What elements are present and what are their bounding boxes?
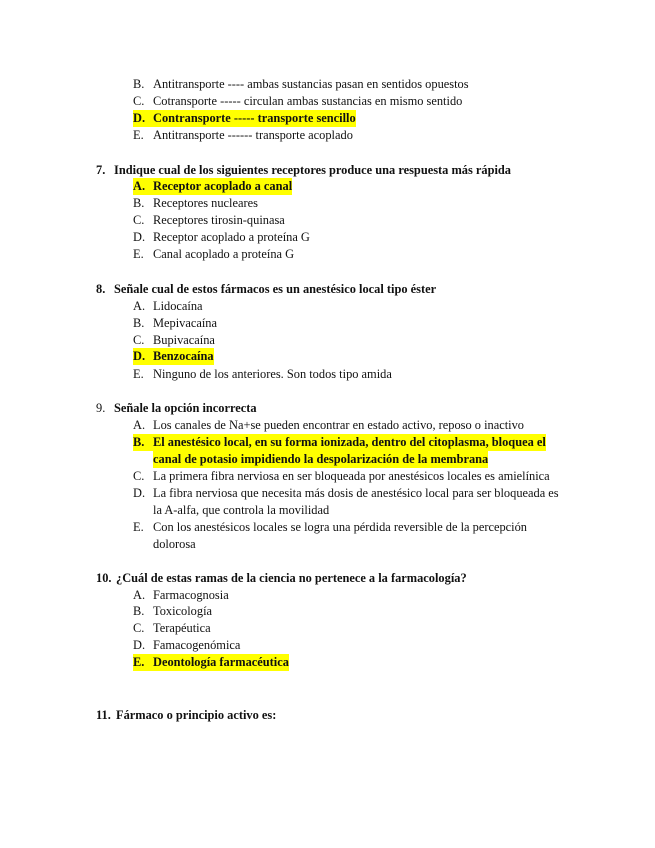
option-text: Terapéutica <box>153 621 211 635</box>
q9-option-a <box>133 417 524 434</box>
option-letter: D. <box>133 111 146 125</box>
q10-option-d <box>133 637 240 654</box>
option-text-continued: dolorosa <box>153 537 196 551</box>
option-letter: C. <box>133 213 145 227</box>
q9-option-d-continuation <box>153 502 329 519</box>
q10-option-c <box>133 620 211 637</box>
option-text: Receptor acoplado a proteína G <box>153 230 310 244</box>
option-text: Lidocaína <box>153 299 203 313</box>
question-text: Indique cual de los siguientes receptores produce una respuesta más rápida <box>114 163 511 177</box>
q7-option-b <box>133 195 258 212</box>
option-text: Mepivacaína <box>153 316 217 330</box>
q10-option-a <box>133 587 229 604</box>
option-letter: A. <box>133 299 146 313</box>
option-text: Receptores tirosin-quinasa <box>153 213 285 227</box>
q7-option-e <box>133 246 294 263</box>
option-letter: B. <box>133 196 145 210</box>
option-prev-e <box>133 127 353 144</box>
option-letter: C. <box>133 333 145 347</box>
option-text: Antitransporte ---- ambas sustancias pasan en sentidos opuestos <box>153 77 469 91</box>
q9-option-d <box>133 485 559 502</box>
option-text: Cotransporte ----- circulan ambas sustancias en mismo sentido <box>153 94 463 108</box>
question-number: 10. <box>96 571 112 585</box>
option-letter: E. <box>133 128 144 142</box>
option-letter: C. <box>133 94 145 108</box>
option-letter: D. <box>133 638 146 652</box>
q8-option-c <box>133 332 215 349</box>
question-7 <box>96 162 511 179</box>
option-text: Antitransporte ------ transporte acoplado <box>153 128 353 142</box>
question-10 <box>96 570 467 587</box>
question-number: 9. <box>96 401 106 415</box>
option-letter: C. <box>133 469 145 483</box>
question-text: Señale la opción incorrecta <box>114 401 257 415</box>
option-letter: B. <box>133 77 145 91</box>
option-letter: D. <box>133 349 146 363</box>
option-letter: E. <box>133 520 144 534</box>
option-letter: A. <box>133 588 146 602</box>
option-text-continued: la A-alfa, que controla la movilidad <box>153 503 330 517</box>
option-prev-d-correct <box>133 110 356 127</box>
option-text: Farmacognosia <box>153 588 229 602</box>
option-text: Receptores nucleares <box>153 196 258 210</box>
option-text: Ninguno de los anteriores. Son todos tipo amida <box>153 367 392 381</box>
option-text: Bupivacaína <box>153 333 215 347</box>
question-text: ¿Cuál de estas ramas de la ciencia no pertenece a la farmacología? <box>116 571 467 585</box>
q10-option-b <box>133 603 212 620</box>
q8-option-e <box>133 366 392 383</box>
option-text: Canal acoplado a proteína G <box>153 247 295 261</box>
question-number: 7. <box>96 163 106 177</box>
option-text: La fibra nerviosa que necesita más dosis de anestésico local para ser bloqueada es <box>153 486 559 500</box>
question-9 <box>96 400 257 417</box>
option-text: Benzocaína <box>153 349 214 363</box>
option-letter: A. <box>133 179 146 193</box>
option-text: Toxicología <box>153 604 213 618</box>
q7-option-d <box>133 229 310 246</box>
option-letter: E. <box>133 655 145 669</box>
q9-option-e <box>133 519 527 536</box>
option-letter: B. <box>133 435 145 449</box>
option-text: Con los anestésicos locales se logra una pérdida reversible de la percepción <box>153 520 527 534</box>
question-number: 8. <box>96 282 106 296</box>
q9-option-b-continuation <box>153 451 488 468</box>
option-letter: C. <box>133 621 145 635</box>
option-text: Contransporte ----- transporte sencillo <box>153 111 356 125</box>
q7-option-a-correct <box>133 178 292 195</box>
option-text: Los canales de Na+se pueden encontrar en estado activo, reposo o inactivo <box>153 418 524 432</box>
q8-option-b <box>133 315 217 332</box>
q8-option-a <box>133 298 203 315</box>
option-letter: B. <box>133 316 145 330</box>
option-text: El anestésico local, en su forma ionizada, dentro del citoplasma, bloquea el <box>153 435 546 449</box>
option-letter: A. <box>133 418 146 432</box>
q9-option-e-continuation <box>153 536 196 553</box>
question-8 <box>96 281 436 298</box>
option-letter: B. <box>133 604 145 618</box>
option-text: Deontología farmacéutica <box>153 655 289 669</box>
option-letter: D. <box>133 230 146 244</box>
q7-option-c <box>133 212 285 229</box>
option-letter: E. <box>133 367 144 381</box>
option-letter: E. <box>133 247 144 261</box>
question-text: Señale cual de estos fármacos es un anestésico local tipo éster <box>114 282 437 296</box>
q9-option-b-correct <box>133 434 546 451</box>
option-text-continued: canal de potasio impidiendo la despolarización de la membrana <box>153 452 489 466</box>
option-text: Famacogenómica <box>153 638 241 652</box>
question-text: Fármaco o principio activo es: <box>116 708 277 722</box>
question-number: 11. <box>96 708 111 722</box>
q10-option-e-correct <box>133 654 289 671</box>
option-letter: D. <box>133 486 146 500</box>
option-text: La primera fibra nerviosa en ser bloqueada por anestésicos locales es amielínica <box>153 469 550 483</box>
q8-option-d-correct <box>133 348 214 365</box>
option-prev-b <box>133 76 469 93</box>
option-text: Receptor acoplado a canal <box>153 179 293 193</box>
question-11 <box>96 707 276 724</box>
q9-option-c <box>133 468 550 485</box>
option-prev-c <box>133 93 462 110</box>
